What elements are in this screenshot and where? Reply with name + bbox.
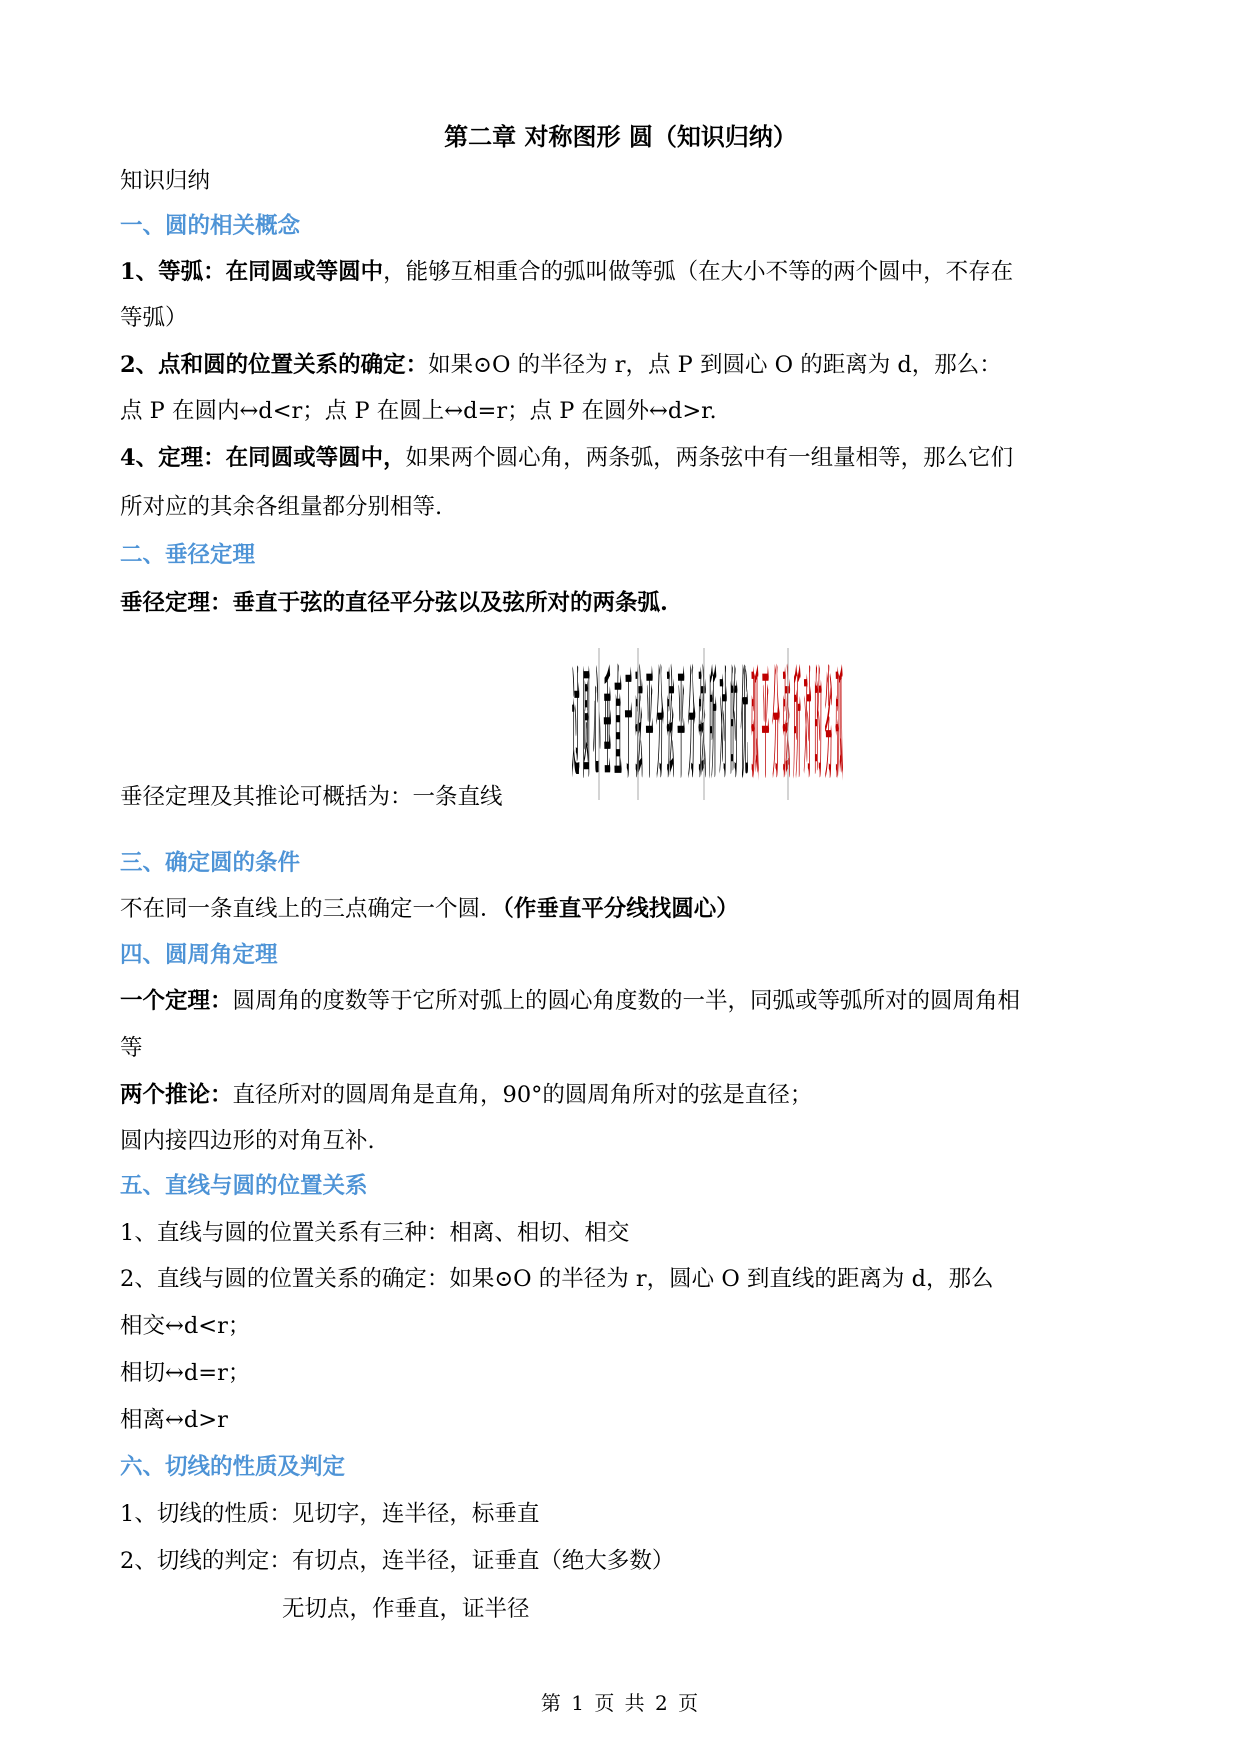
relation-separate: 相离↔d>r bbox=[120, 1407, 228, 1433]
glyph-char: 心 bbox=[593, 655, 601, 795]
line-circle-relations: 1、直线与圆的位置关系有三种：相离、相切、相交 bbox=[120, 1220, 630, 1246]
glyph-char: 弦 bbox=[698, 655, 706, 795]
glyph-char: 所 bbox=[793, 655, 801, 795]
theorem-text: 如果两个圆心角，两条弧，两条弦中有一组量相等，那么它们 bbox=[405, 445, 1014, 471]
glyph-char: 分 bbox=[772, 655, 780, 795]
inscribed-angle-theorem bbox=[120, 986, 1020, 1016]
point-circle-text: 如果⊙O 的半径为 r，点 P 到圆心 O 的距离为 d，那么： bbox=[428, 352, 1002, 378]
glyph-char: 平 bbox=[761, 655, 770, 795]
glyph-char: 对 bbox=[719, 655, 727, 795]
glyph-char: 的 bbox=[730, 655, 738, 795]
glyph-char: 弦 bbox=[635, 655, 643, 795]
paragraph-theorem bbox=[120, 443, 1013, 473]
inscribed-angle-text: 圆周角的度数等于它所对弧上的圆心角度数的一半，同弧或等弧所对的圆周角相 bbox=[232, 988, 1021, 1014]
three-points-rule bbox=[120, 894, 739, 924]
glyph-char: 圆 bbox=[582, 655, 590, 795]
glyph-char: 过 bbox=[572, 655, 580, 795]
equal-arcs-text: ，能够互相重合的弧叫做等弧（在大小不等的两个圆中，不存在 bbox=[383, 259, 1014, 285]
tangent-criterion: 2、切线的判定：有切点，连半径，证垂直（绝大多数） bbox=[120, 1548, 675, 1574]
paragraph-equal-arcs-cont: 等弧） bbox=[120, 305, 188, 331]
theorem-summary: 垂径定理及其推论可概括为：一条直线 bbox=[120, 784, 503, 810]
paragraph-point-circle-cont: 点 P 在圆内↔d<r；点 P 在圆上↔d=r；点 P 在圆外↔d>r. bbox=[120, 398, 717, 424]
subtitle: 知识归纳 bbox=[120, 168, 211, 194]
glyph-char: 的 bbox=[814, 655, 822, 795]
inscribed-angle-label: 一个定理： bbox=[120, 988, 233, 1014]
corollaries-label: 两个推论： bbox=[120, 1082, 233, 1108]
compressed-text-figure bbox=[570, 648, 850, 800]
glyph-char: 弦 bbox=[782, 655, 791, 795]
glyph-char: 弧 bbox=[835, 655, 843, 795]
cyclic-quadrilateral: 圆内接四边形的对角互补. bbox=[120, 1128, 375, 1154]
section-heading-4: 四、圆周角定理 bbox=[120, 942, 278, 968]
glyph-char: 平 bbox=[677, 655, 685, 795]
perpendicular-diameter-theorem: 垂径定理：垂直于弦的直径平分弦以及弦所对的两条弧. bbox=[120, 590, 668, 616]
corollaries-text: 直径所对的圆周角是直角，90°的圆周角所对的弦是直径； bbox=[232, 1082, 813, 1108]
glyph-char: 平 bbox=[645, 655, 654, 795]
page-title: 第二章 对称图形 圆（知识归纳） bbox=[444, 122, 797, 151]
glyph-char: 分 bbox=[656, 655, 664, 795]
relation-tangent: 相切↔d=r； bbox=[120, 1360, 251, 1386]
glyph-char: 垂 bbox=[603, 655, 612, 795]
glyph-char: 优 bbox=[740, 655, 749, 795]
glyph-char: 分 bbox=[687, 655, 696, 795]
section-heading-5: 五、直线与圆的位置关系 bbox=[120, 1173, 368, 1199]
glyph-char: 所 bbox=[709, 655, 717, 795]
tangent-criterion-alt: 无切点，作垂直，证半径 bbox=[282, 1596, 530, 1622]
three-points-note: （作垂直平分线找圆心） bbox=[502, 896, 739, 922]
section-heading-2: 二、垂径定理 bbox=[120, 542, 256, 568]
inscribed-angle-cont: 等 bbox=[120, 1035, 143, 1061]
page-footer: 第 1 页 共 2 页 bbox=[540, 1691, 701, 1715]
paragraph-theorem-cont: 所对应的其余各组量都分别相等. bbox=[120, 494, 443, 520]
relation-intersect: 相交↔d<r； bbox=[120, 1313, 251, 1339]
tangent-property: 1、切线的性质：见切字，连半径，标垂直 bbox=[120, 1501, 540, 1527]
glyph-char: 劣 bbox=[824, 655, 833, 795]
section-heading-6: 六、切线的性质及判定 bbox=[120, 1454, 346, 1480]
two-corollaries bbox=[120, 1080, 812, 1110]
paragraph-point-circle bbox=[120, 350, 1002, 380]
point-circle-label: 2、点和圆的位置关系的确定： bbox=[120, 352, 429, 378]
equal-arcs-label: 1、等弧：在同圆或等圆中 bbox=[120, 259, 384, 285]
glyph-char: 弦 bbox=[666, 655, 675, 795]
glyph-char: 对 bbox=[803, 655, 812, 795]
section-heading-1: 一、圆的相关概念 bbox=[120, 213, 301, 239]
theorem-label: 4、定理：在同圆或等圆中， bbox=[120, 445, 406, 471]
three-points-text: 不在同一条直线上的三点确定一个圆． bbox=[120, 896, 503, 922]
glyph-char: 弧 bbox=[751, 655, 759, 795]
section-heading-3: 三、确定圆的条件 bbox=[120, 850, 301, 876]
glyph-char: 于 bbox=[624, 655, 633, 795]
line-circle-determination: 2、直线与圆的位置关系的确定：如果⊙O 的半径为 r，圆心 O 到直线的距离为 d，那么 bbox=[120, 1266, 994, 1292]
glyph-char: 直 bbox=[614, 655, 622, 795]
paragraph-equal-arcs bbox=[120, 257, 1013, 287]
